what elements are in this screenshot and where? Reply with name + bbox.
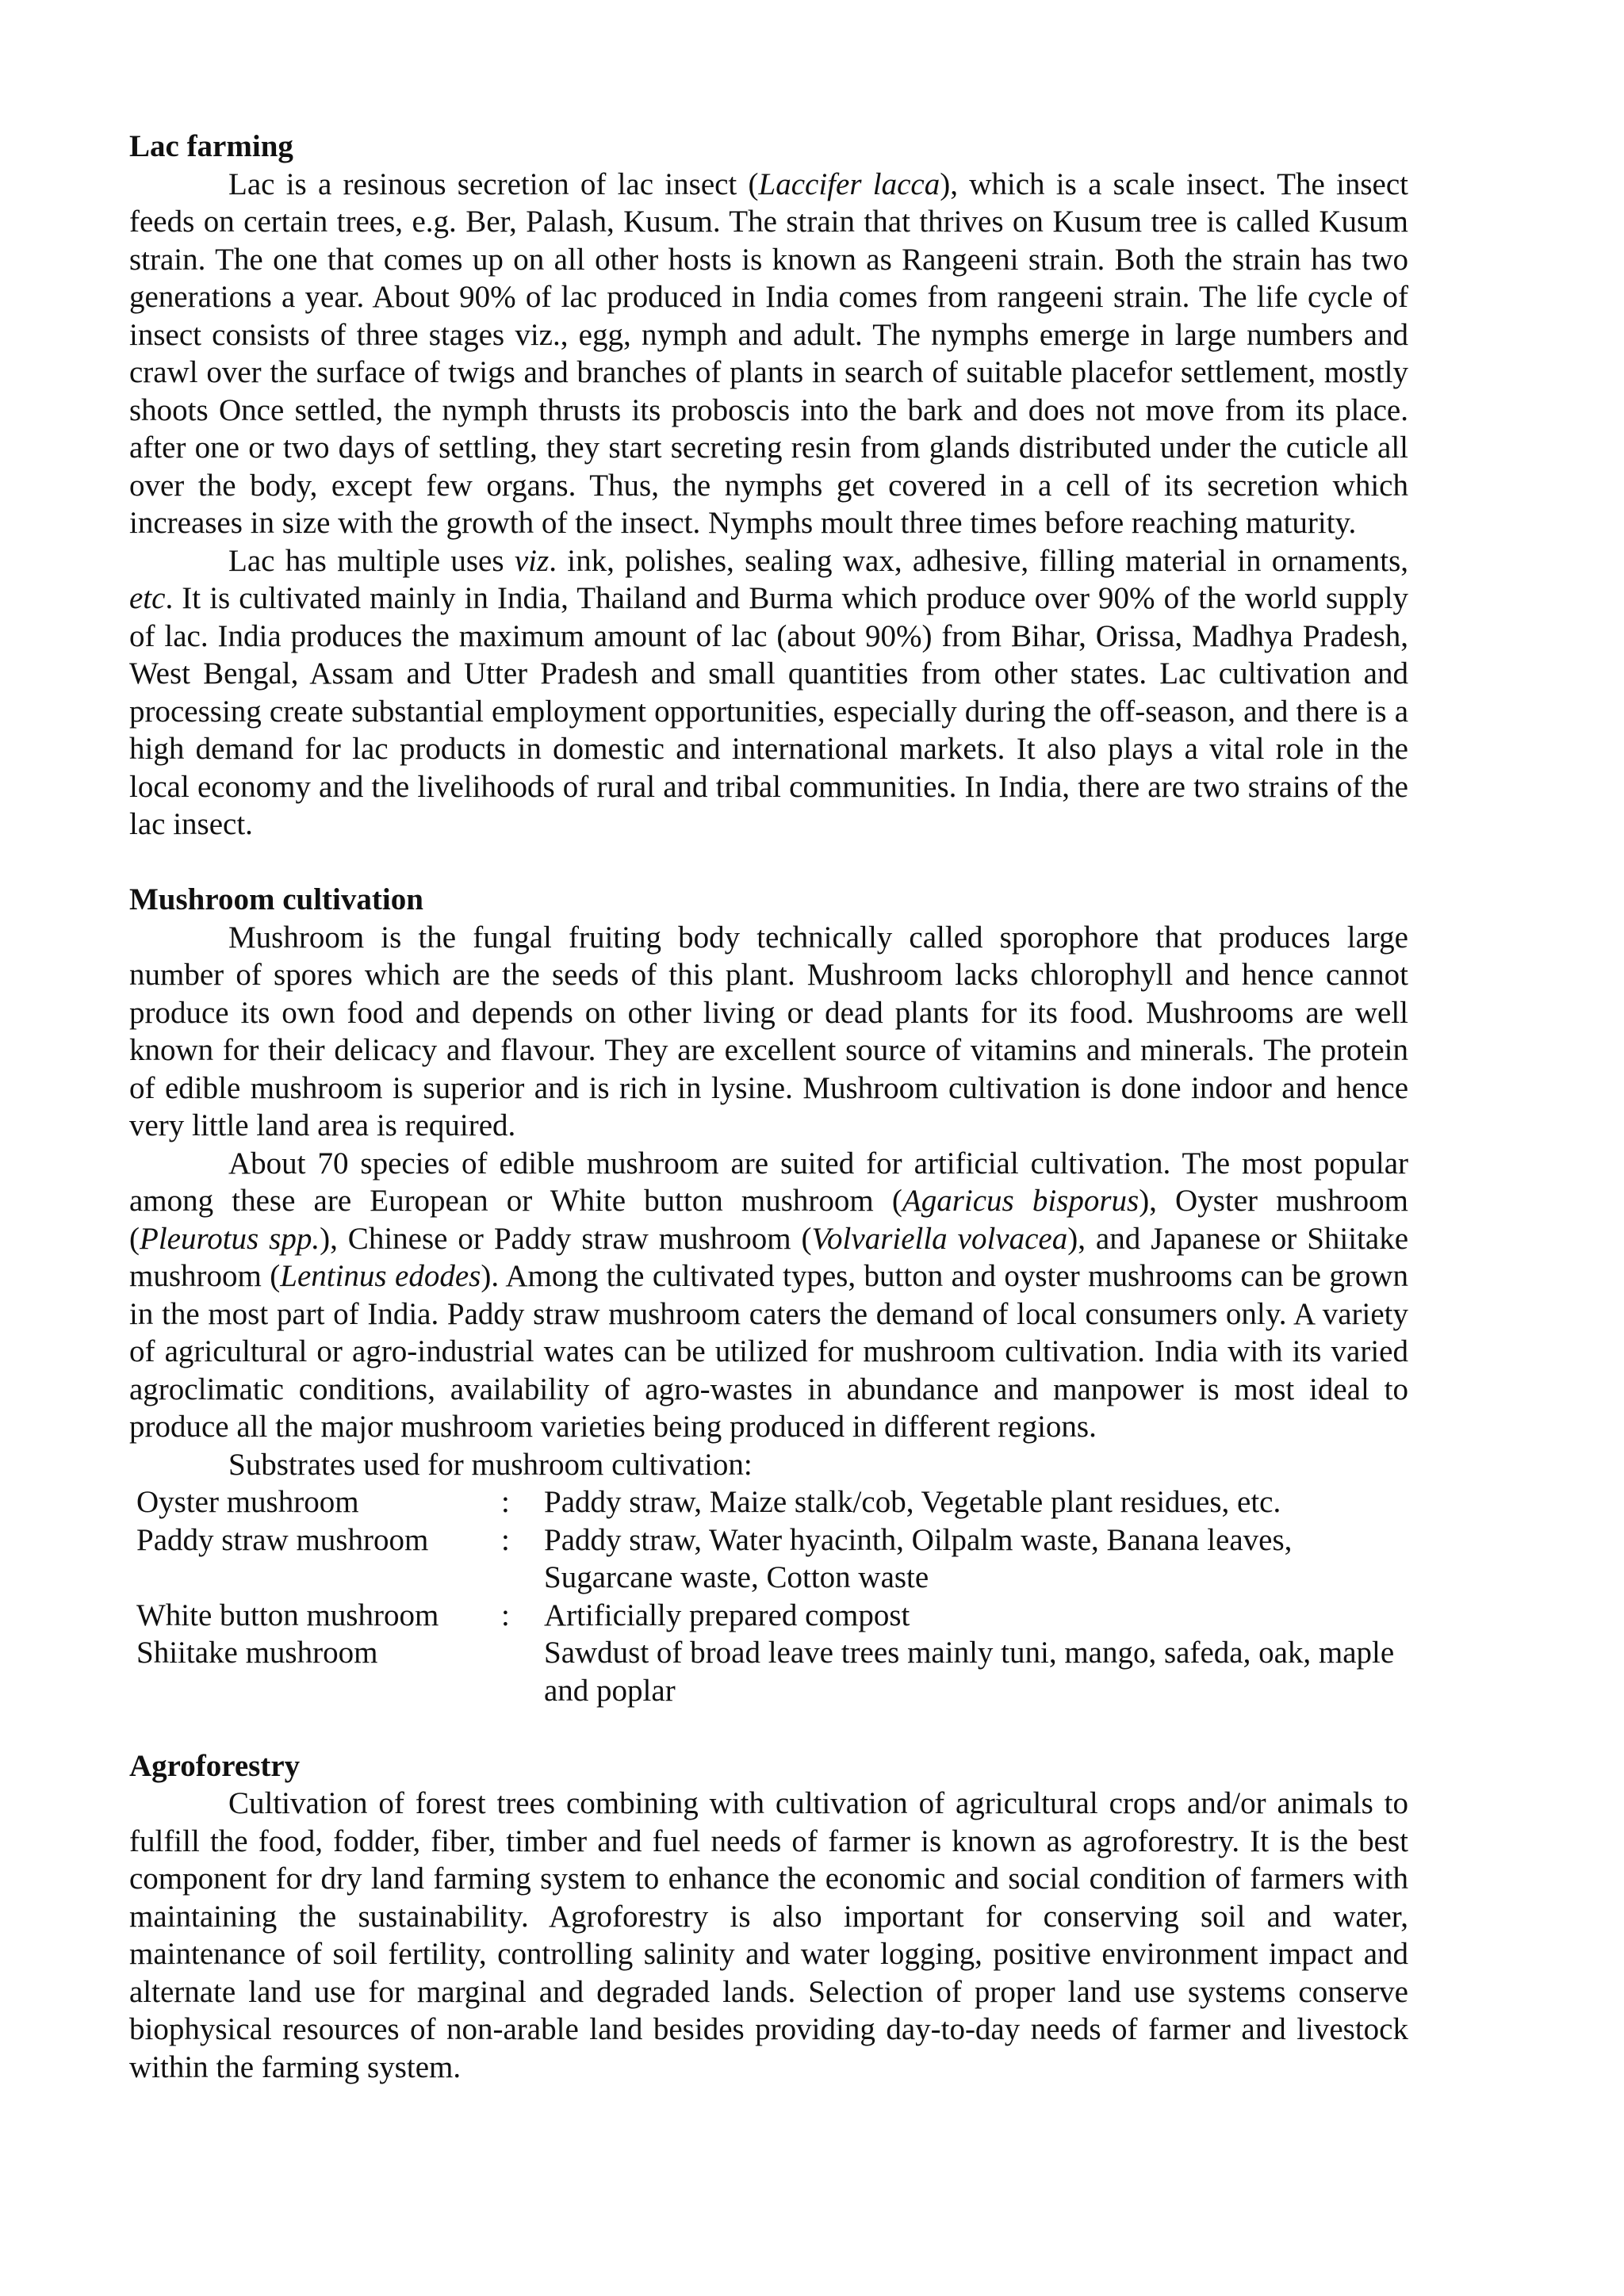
table-row [136, 1597, 1408, 1635]
mushroom-paragraph-2 [129, 1145, 1408, 1446]
section-mushroom-cultivation [129, 881, 1408, 1709]
substrate-colon: : [501, 1522, 510, 1557]
italic-term: viz [514, 543, 550, 578]
substrates-table [136, 1483, 1408, 1709]
scientific-name: Lentinus edodes [280, 1259, 481, 1293]
text-run: ), and Japanese or Shiitake mushroom ( [129, 1221, 1409, 1293]
text-run: ), Chinese or Paddy straw mushroom ( [320, 1221, 812, 1256]
section-lac-farming [129, 128, 1408, 844]
substrate-mushroom-name: White button mushroom [136, 1598, 439, 1632]
table-row [136, 1483, 1408, 1521]
text-run: About 70 species of edible mushroom are suited for artificial cultivation. The most popular among these are European or White button mushroom ( [129, 1146, 1408, 1218]
substrate-mushroom-name: Oyster mushroom [136, 1485, 359, 1519]
agroforestry-paragraph-1: Cultivation of forest trees combining with cultivation of agricultural crops and/or animals to fulfill the food, fodder, fiber, timber and fuel needs of farmer is known as agroforestry. It is the best component for dry land farming system to enhance the economic and social condition of farmers with maintaining the sustainability. Agroforestry is also important for conserving soil and water, maintenance of soil fertility, controlling salinity and water logging, positive environment impact and alternate land use for marginal and degraded lands. Selection of proper land use systems conserve biophysical resources of non-arable land besides providing day-to-day needs of farmer and livestock within the farming system. [129, 1786, 1408, 2084]
mushroom-paragraph-1: Mushroom is the fungal fruiting body technically called sporophore that produces large number of spores which are the seeds of this plant. Mushroom lacks chlorophyll and hence cannot produce its own food and depends on other living or dead plants for its food. Mushrooms are well known for their delicacy and flavour. They are excellent source of vitamins and minerals. The protein of edible mushroom is superior and is rich in lysine. Mushroom cultivation is done indoor and hence very little land area is required. [129, 920, 1408, 1142]
scientific-name: Pleurotus spp. [140, 1221, 320, 1256]
substrate-mushroom-name: Shiitake mushroom [136, 1636, 378, 1670]
table-row [136, 1634, 1408, 1709]
section-title-agroforestry: Agroforestry [129, 1748, 301, 1783]
section-spacer [129, 844, 1408, 882]
document-page [129, 128, 1408, 2086]
lac-paragraph-1 [129, 166, 1408, 542]
substrate-value: Paddy straw, Water hyacinth, Oilpalm waste, Banana leaves, Sugarcane waste, Cotton waste [544, 1522, 1293, 1594]
substrate-colon: : [501, 1485, 510, 1519]
section-agroforestry [129, 1747, 1408, 2087]
substrate-colon: : [501, 1598, 510, 1632]
substrate-value: Sawdust of broad leave trees mainly tuni, mango, safeda, oak, maple and poplar [544, 1636, 1395, 1708]
scientific-name: Laccifer lacca [758, 166, 940, 201]
scientific-name: Volvariella volvacea [811, 1221, 1068, 1256]
section-spacer [129, 1709, 1408, 1747]
section-title-mushroom: Mushroom cultivation [129, 882, 423, 916]
substrates-intro: Substrates used for mushroom cultivation: [228, 1447, 753, 1482]
substrate-mushroom-name: Paddy straw mushroom [136, 1522, 429, 1557]
text-run: . ink, polishes, sealing wax, adhesive, filling material in ornaments, [549, 543, 1408, 578]
text-run: Lac is a resinous secretion of lac insect ( [228, 166, 759, 201]
substrate-value: Paddy straw, Maize stalk/cob, Vegetable plant residues, etc. [544, 1485, 1281, 1519]
substrate-colon [501, 1634, 544, 1709]
text-run: Lac has multiple uses [228, 543, 515, 578]
section-title-lac: Lac farming [129, 129, 293, 163]
scientific-name: Agaricus bisporus [902, 1184, 1139, 1218]
text-run: ). Among the cultivated types, button and oyster mushrooms can be grown in the most part of India. Paddy straw mushroom caters the demand of local consumers only. A variety of agricultural or agro-industrial wates can be utilized for mushroom cultivation. India with its varied agroclimatic conditions, availability of agro-wastes in abundance and manpower is most ideal to produce all the major mushroom varieties being produced in different regions. [129, 1259, 1408, 1444]
table-row [136, 1521, 1408, 1597]
substrate-value: Artificially prepared compost [544, 1598, 910, 1632]
text-run: ), which is a scale insect. The insect feeds on certain trees, e.g. Ber, Palash, Kusum. The strain that thrives on Kusum tree is called Kusum strain. The one that comes up on all other hosts is known as Rangeeni strain. Both the strain has two generations a year. About 90% of lac produced in India comes from rangeeni strain. The life cycle of insect consists of three stages viz., egg, nymph and adult. The nymphs emerge in large numbers and crawl over the surface of twigs and branches of plants in search of suitable placefor settlement, mostly shoots Once settled, the nymph thrusts its proboscis into the bark and does not move from its place. after one or two days of settling, they start secreting resin from glands distributed under the cuticle all over the body, except few organs. Thus, the nymphs get covered in a cell of its secretion which increases in size with the growth of the insect. Nymphs moult three times before reaching maturity. [129, 166, 1408, 540]
italic-term: etc [129, 581, 166, 615]
text-run: . It is cultivated mainly in India, Thailand and Burma which produce over 90% of the world supply of lac. India produces the maximum amount of lac (about 90%) from Bihar, Orissa, Madhya Pradesh, West Bengal, Assam and Utter Pradesh and small quantities from other states. Lac cultivation and processing create substantial employment opportunities, especially during the off-season, and there is a high demand for lac products in domestic and international markets. It also plays a vital role in the local economy and the livelihoods of rural and tribal communities. In India, there are two strains of the lac insect. [129, 581, 1408, 841]
text-run: ), Oyster mushroom ( [129, 1184, 1408, 1256]
lac-paragraph-2 [129, 542, 1408, 844]
